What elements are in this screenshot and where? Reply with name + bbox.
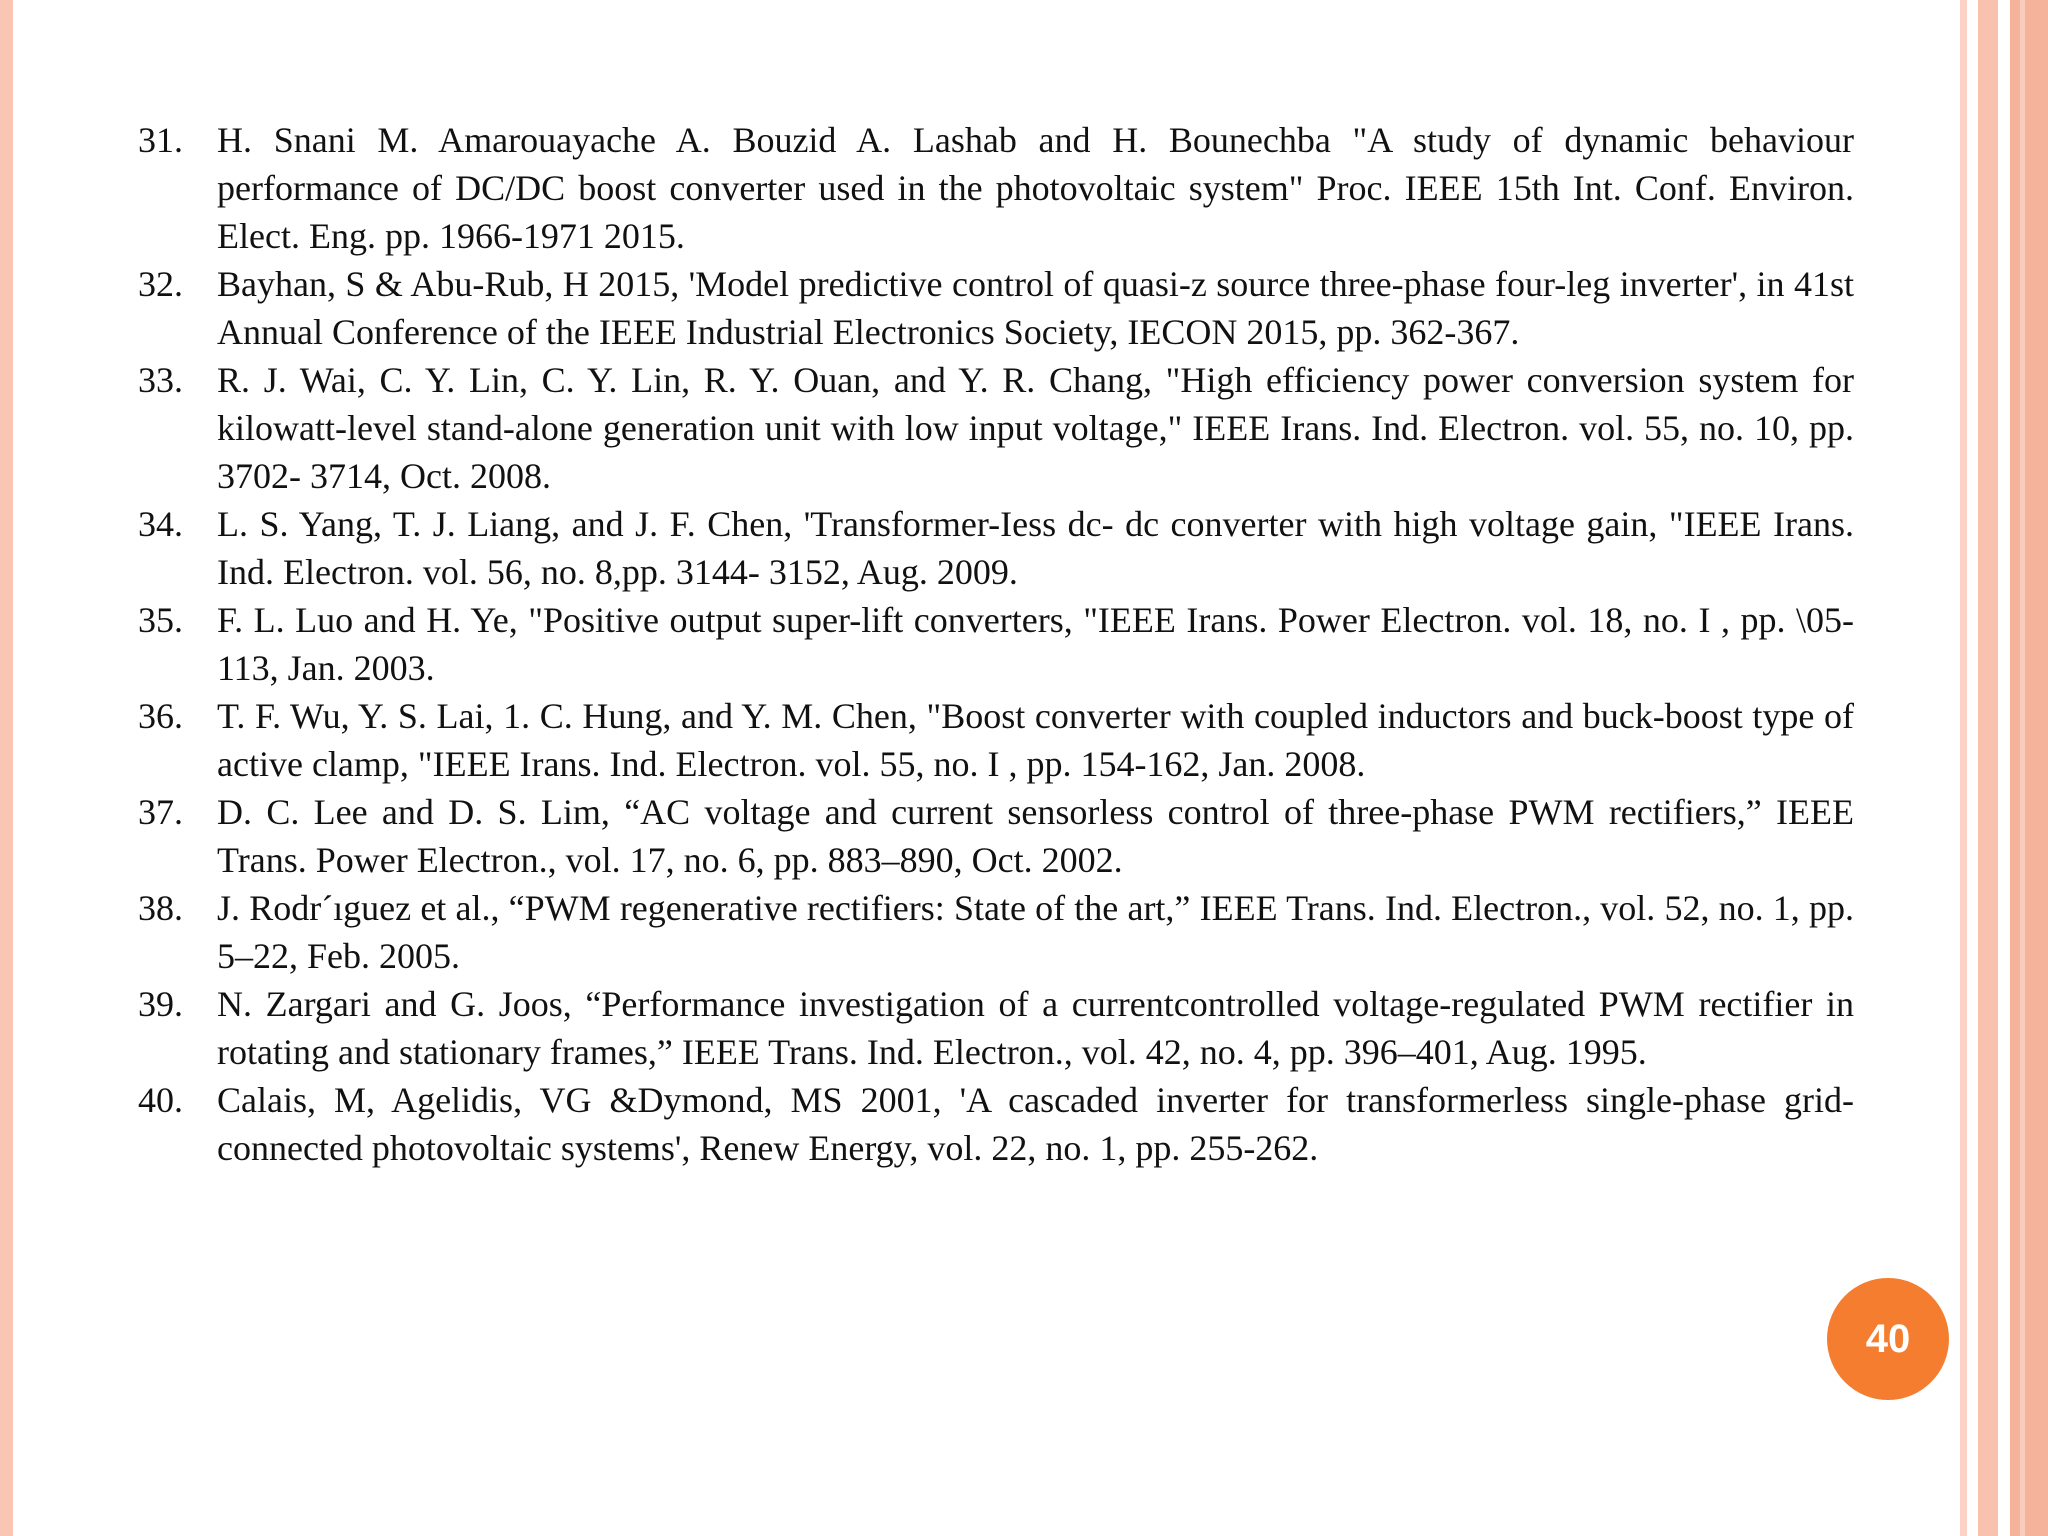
reference-text: R. J. Wai, C. Y. Lin, C. Y. Lin, R. Y. Ouan, and Y. R. Chang, "High efficiency power conversion system for kilowatt-level stand-alone generation unit with low input voltage," IEEE Irans. Ind. Electron. vol. 55, no. 10, pp. 3702- 3714, Oct. 2008. <box>217 360 1854 496</box>
reference-item <box>138 1076 1854 1172</box>
right-border-stripe <box>2010 0 2048 1536</box>
reference-item <box>138 980 1854 1076</box>
reference-item <box>138 116 1854 260</box>
reference-number: 39. <box>138 984 183 1024</box>
reference-item <box>138 596 1854 692</box>
reference-text: H. Snani M. Amarouayache A. Bouzid A. Lashab and H. Bounechba "A study of dynamic behaviour performance of DC/DC boost converter used in the photovoltaic system" Proc. IEEE 15th Int. Conf. Environ. Elect. Eng. pp. 1966-1971 2015. <box>217 120 1854 256</box>
reference-item <box>138 788 1854 884</box>
reference-number: 40. <box>138 1080 183 1120</box>
right-border-stripe <box>1960 0 1967 1536</box>
reference-text: D. C. Lee and D. S. Lim, “AC voltage and current sensorless control of three-phase PWM rectifiers,” IEEE Trans. Power Electron., vol. 17, no. 6, pp. 883–890, Oct. 2002. <box>217 792 1854 880</box>
reference-item <box>138 692 1854 788</box>
reference-item <box>138 500 1854 596</box>
reference-text: T. F. Wu, Y. S. Lai, 1. C. Hung, and Y. M. Chen, "Boost converter with coupled inductors and buck-boost type of active clamp, "IEEE Irans. Ind. Electron. vol. 55, no. I , pp. 154-162, Jan. 2008. <box>217 696 1854 784</box>
left-border-stripe <box>0 0 13 1536</box>
reference-text: Bayhan, S & Abu-Rub, H 2015, 'Model predictive control of quasi-z source three-phase four-leg inverter', in 41st Annual Conference of the IEEE Industrial Electronics Society, IECON 2015, pp. 362-367. <box>217 264 1854 352</box>
reference-number: 32. <box>138 264 183 304</box>
reference-text: F. L. Luo and H. Ye, "Positive output super-lift converters, "IEEE Irans. Power Electron. vol. 18, no. I , pp. \05- 113, Jan. 2003. <box>217 600 1854 688</box>
reference-text: N. Zargari and G. Joos, “Performance investigation of a currentcontrolled voltage-regulated PWM rectifier in rotating and stationary frames,” IEEE Trans. Ind. Electron., vol. 42, no. 4, pp. 396–401, Aug. 1995. <box>217 984 1854 1072</box>
reference-number: 38. <box>138 888 183 928</box>
reference-item <box>138 884 1854 980</box>
reference-item <box>138 356 1854 500</box>
page-number-badge: 40 <box>1827 1278 1949 1400</box>
reference-number: 37. <box>138 792 183 832</box>
reference-item <box>138 260 1854 356</box>
reference-number: 31. <box>138 120 183 160</box>
right-border-stripe <box>2020 0 2025 1536</box>
reference-number: 36. <box>138 696 183 736</box>
reference-number: 35. <box>138 600 183 640</box>
right-border-stripe <box>1978 0 1998 1536</box>
reference-list <box>138 116 1854 1172</box>
reference-number: 33. <box>138 360 183 400</box>
reference-text: Calais, M, Agelidis, VG &Dymond, MS 2001, 'A cascaded inverter for transformerless single-phase grid-connected photovoltaic systems', Renew Energy, vol. 22, no. 1, pp. 255-262. <box>217 1080 1854 1168</box>
reference-text: J. Rodr´ıguez et al., “PWM regenerative rectifiers: State of the art,” IEEE Trans. Ind. Electron., vol. 52, no. 1, pp. 5–22, Feb. 2005. <box>217 888 1854 976</box>
reference-number: 34. <box>138 504 183 544</box>
reference-text: L. S. Yang, T. J. Liang, and J. F. Chen, 'Transformer-Iess dc- dc converter with high voltage gain, "IEEE Irans. Ind. Electron. vol. 56, no. 8,pp. 3144- 3152, Aug. 2009. <box>217 504 1854 592</box>
